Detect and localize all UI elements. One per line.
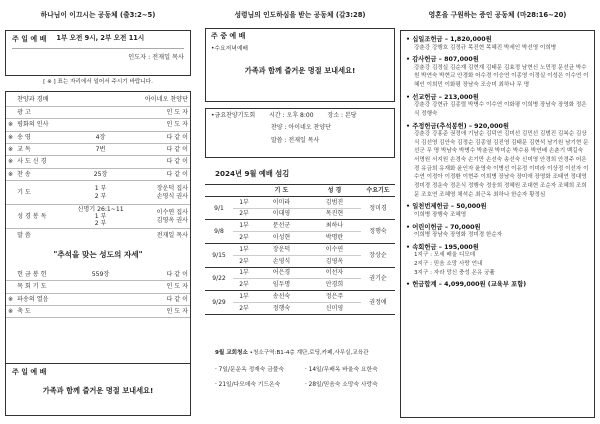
dedication-prayer: 이성현 [255, 232, 308, 244]
order-item: 교 독 [15, 144, 71, 156]
order-detail [71, 229, 130, 241]
order-item: 축 도 [15, 305, 71, 317]
offering-label: • 일천번제헌금 – 50,000원 [406, 203, 487, 211]
standing-mark: ※ [6, 144, 15, 156]
dedication-scripture: 김영옥 [308, 255, 361, 267]
order-item: 찬양과 경배 [15, 94, 71, 106]
dedication-scripture: 이선자 [308, 267, 361, 279]
dedication-row [205, 243, 395, 255]
dedication-prayer: 임두명 [255, 279, 308, 291]
offering-names: 강춘강 강현규 김종렬 박병수 이수연 이화평 이희병 장남숙 장영화 정은식 정행숙 [414, 102, 587, 117]
order-person: 인 도 자 [130, 305, 190, 317]
order-row [6, 106, 190, 118]
dedication-scripture: 이수연 [308, 243, 361, 255]
sunday-service-title: 주 일 예 배 [12, 35, 47, 43]
friday-title: •금요찬양기도회 [211, 112, 256, 119]
offering-label: • 주정헌금(추석봉헌) – 920,000원 [406, 122, 509, 130]
order-row [6, 229, 190, 241]
dedication-scripture: 목진현 [308, 208, 361, 220]
standing-mark [6, 281, 15, 293]
standing-mark [6, 205, 15, 229]
cleaning-notice [215, 350, 369, 357]
column-weekday [205, 0, 395, 424]
dedication-wed-leader: 장상순 [361, 243, 395, 267]
offering-box [400, 30, 595, 418]
friday-sermon: 말씀 : 전재일 목사 [271, 137, 320, 145]
weekday-title: 주 중 예 배 [211, 32, 246, 40]
standing-mark: ※ [6, 305, 15, 317]
order-item: 파송의 열음 [15, 293, 71, 305]
dedication-prayer: 문선군 [255, 220, 308, 232]
offering-names: 1지구 : 모세 배울 디모데 2지구 : 믿음 소망 사랑 언내 3지구 : 자라 망신 충성 온유 궁휼 [414, 252, 495, 276]
dedication-wed-leader: 정미경 [361, 196, 395, 220]
order-detail: 559장 [71, 268, 130, 280]
column3-header: 영혼을 구원하는 증인 공동체 (마28:16~20) [428, 11, 567, 19]
cleaning-row [215, 367, 395, 374]
dedication-prayer: 정행숙 [255, 302, 308, 314]
order-item: 사 도 신 경 [15, 156, 71, 168]
offering-label: • 감사헌금 – 807,000원 [406, 56, 479, 64]
dedication-prayer: 이대영 [255, 208, 308, 220]
standing-mark: ※ [6, 156, 15, 168]
dedication-part: 2부 [233, 255, 255, 267]
order-detail: 25장 [71, 168, 130, 180]
wednesday-text: 가족과 함께 즐거운 명절 보내세요! [244, 66, 356, 76]
cleaning-text: •청소구역:B1-4층 계단,로딩,카페,사무실,교육관 [249, 350, 369, 356]
dedication-title: 2024년 9월 예배 섬김 [215, 169, 290, 178]
dedication-prayer: 이미라 [255, 196, 308, 208]
dedication-row [205, 267, 395, 279]
bottom-box-title: 주 일 예 배 [12, 368, 47, 376]
standing-mark: ※ [6, 168, 15, 180]
order-item: 말 씀 [17, 231, 31, 239]
dedication-scripture: 신미영 [308, 302, 361, 314]
bottom-box-text: 가족과 함께 즐거운 명절 보내세요! [42, 386, 154, 396]
standing-mark [6, 268, 15, 280]
order-person: 다 같 이 [130, 168, 190, 180]
sermon-title: "추석을 맞는 성도의 자세" [53, 250, 143, 260]
dedication-prayer: 어은경 [255, 267, 308, 279]
order-person: 다 같 이 [130, 293, 190, 305]
dedication-date: 9/22 [205, 267, 233, 291]
dedication-row [205, 291, 395, 303]
cleaning-title: 9월 교회청소 [215, 350, 248, 356]
dedication-date: 9/29 [205, 291, 233, 315]
wednesday-label: •수요저녁예배 [211, 46, 249, 53]
dedication-prayer: 송선숙 [255, 291, 308, 303]
order-person: 전재일 목사 [156, 231, 188, 239]
standing-mark [6, 229, 15, 241]
offering-names: 강춘강 강행호 김정규 목진현 목혜진 박세인 박선영 이희병 [414, 44, 557, 51]
order-row [6, 268, 190, 280]
order-detail [71, 281, 130, 293]
standing-mark: ※ [6, 119, 15, 131]
cleaning-row [215, 382, 395, 389]
bottom-sunday-box [5, 363, 191, 416]
order-item: 헌 금 봉 헌 [15, 268, 71, 280]
order-person: 인 도 자 [130, 106, 190, 118]
offering-names: 강춘강 김정실 김순재 김현재 김태문 김효정 남현신 노민정 문선균 박수원 박연숙 박현교 안경화 어수경 이승연 이종영 이정실 이성은 이수연 이혜인 이희민 이화평 장남숙 조승미 최하나 무 명 [414, 64, 589, 89]
order-person: 이수연 집사 김영옥 권사 [130, 205, 190, 229]
dedication-row [205, 196, 395, 208]
friday-prayer-box [205, 108, 395, 158]
order-detail [71, 94, 130, 106]
order-detail: 7번 [71, 144, 130, 156]
order-row [6, 181, 190, 205]
dedication-scripture: 안경희 [308, 279, 361, 291]
service-preacher: 인도자 : 전재일 목사 [128, 54, 184, 62]
order-person: 다 같 이 [130, 144, 190, 156]
column-offerings [400, 0, 595, 424]
order-row [6, 131, 190, 143]
order-detail [71, 119, 130, 131]
dedication-header-cell [233, 185, 255, 197]
dedication-prayer: 장운덕 [255, 243, 308, 255]
order-row [6, 305, 190, 317]
friday-place: 장소 : 본당 [327, 112, 357, 119]
dedication-part: 2부 [233, 302, 255, 314]
order-row [6, 119, 190, 131]
standing-mark [6, 106, 15, 118]
dedication-header-row [205, 185, 395, 197]
dedication-part: 2부 [233, 208, 255, 220]
sunday-service-box [5, 30, 191, 76]
order-detail [71, 305, 130, 317]
dedication-scripture: 박명란 [308, 232, 361, 244]
order-row [6, 205, 190, 229]
order-person: 다 같 이 [130, 268, 190, 280]
order-person: 인 도 자 [130, 119, 190, 131]
dedication-header-cell: 성 경 [308, 185, 361, 197]
order-person: 다 같 이 [130, 156, 190, 168]
order-row [6, 168, 190, 180]
dedication-scripture: 정은주 [308, 291, 361, 303]
friday-praise: 찬양 : 아이네오 찬양단 [271, 124, 331, 132]
cleaning-schedule [215, 367, 395, 397]
order-item: 송 영 [15, 131, 71, 143]
dedication-part: 1부 [233, 220, 255, 232]
order-row [6, 144, 190, 156]
order-row [6, 281, 190, 293]
order-detail [71, 293, 130, 305]
order-table [6, 94, 190, 241]
order-table-after-sermon [6, 268, 190, 318]
service-times: 1부 오전 9시, 2부 오전 11시 [56, 34, 145, 43]
dedication-date: 9/1 [205, 196, 233, 220]
order-row [6, 156, 190, 168]
offering-names: 이희병 장행숙 조혜영 [414, 211, 467, 218]
order-person: 다 같 이 [130, 131, 190, 143]
dedication-table [205, 184, 395, 315]
dedication-part: 2부 [233, 279, 255, 291]
dedication-part: 1부 [233, 243, 255, 255]
order-item: 찬 송 [15, 168, 71, 180]
order-person: 장운덕 집사 손영식 권사 [130, 181, 190, 205]
weekday-service-box [205, 28, 395, 102]
offering-names: 강춘강 강홍준 권정애 기남순 김덕연 김미선 김민선 김범진 김복순 김상식 김선영 김안숙 김정순 김종열 김진영 김태문 김현석 남기원 남기현 문선군 무 명 박남숙 박병수 박춘권 박미순 박수용 박연배 손춘기 백길숙 서명원 서지원 손경숙 손기만 손선숙 송선숙 신미영 안경희 안경주 어은경 유금희 유재화 윤인자 윤영숙 이병선 이유정 이미라 이상정 이선자 이수연 이정아 이정환 이현주 이희병 장남숙 장미애 장영화 조태연 정대영 정미경 정운숙 정은식 정행숙 정웅희 정혜원 조대현 조순자 조혜희 조희문 조호연 조혜영 채석순 최근옥 최하나 한순자 황정심 [414, 131, 589, 198]
dedication-scripture: 최하나 [308, 220, 361, 232]
dedication-prayer: 손영식 [255, 255, 308, 267]
offering-names: 이희병 장남숙 장영화 정미경 한순자 [414, 232, 503, 239]
offering-label: • 선교헌금 – 213,000원 [406, 93, 479, 101]
dedication-wed-leader: 권기순 [361, 267, 395, 291]
dedication-part: 1부 [233, 267, 255, 279]
offering-label: • 십일조헌금 – 1,820,000원 [406, 36, 492, 43]
order-item: 평화의 인사 [15, 119, 71, 131]
dedication-part: 2부 [233, 232, 255, 244]
dedication-header-cell [205, 185, 233, 197]
dedication-date: 9/15 [205, 243, 233, 267]
offering-label: • 속회헌금 – 195,000원 [406, 243, 479, 251]
offering-list [401, 31, 594, 291]
cleaning-entry: · 7일/문운옥 정재숙 금풀숙 [215, 367, 285, 373]
order-item: 성 경 봉 독 [15, 205, 71, 229]
column-worship-order [5, 0, 191, 424]
order-row [6, 94, 190, 106]
order-detail: 신명기 26:1~11 1 부 2 부 [71, 205, 130, 229]
order-row [6, 293, 190, 305]
dedication-header-cell: 수요기도 [361, 185, 395, 197]
dedication-part: 1부 [233, 291, 255, 303]
order-detail: 1 부 2 부 [71, 181, 130, 205]
order-item: 기 도 [15, 181, 71, 205]
column1-header: 하나님이 이끄시는 공동체 (출3:2~5) [40, 11, 156, 19]
column2-header: 성령님의 인도하심을 받는 공동체 (갈3:28) [234, 11, 366, 19]
dedication-part: 1부 [233, 196, 255, 208]
dedication-header-cell: 기 도 [255, 185, 308, 197]
dedication-scripture: 김범진 [308, 196, 361, 208]
offering-label: • 어린이헌금 – 70,000원 [406, 223, 481, 231]
cleaning-entry: · 21일/다모데숙 기드온숙 [215, 381, 281, 388]
standing-mark [6, 94, 15, 106]
order-item: 목 회 기 도 [15, 281, 71, 293]
order-person: 아이네오 찬양단 [130, 94, 190, 106]
order-detail: 4장 [71, 131, 130, 143]
friday-time: 시간 : 오후 8:00 [269, 112, 314, 119]
order-detail [71, 156, 130, 168]
dedication-wed-leader: 정행숙 [361, 220, 395, 244]
dedication-wed-leader: 권정애 [361, 291, 395, 315]
order-item: 광 고 [15, 106, 71, 118]
standing-note: [ ※ ] 표는 자리에서 일어서 주시기 바랍니다. [43, 79, 153, 85]
cleaning-entry: · 14일/무배옥 바울숙 요한숙 [305, 367, 378, 373]
order-detail [71, 106, 130, 118]
standing-mark [6, 181, 15, 205]
standing-mark: ※ [6, 293, 15, 305]
standing-mark: ※ [6, 131, 15, 143]
offering-label: • 헌금합계 – 4,099,000원 (교육부 포함) [406, 281, 527, 289]
order-person: 인 도 자 [130, 281, 190, 293]
dedication-date: 9/8 [205, 220, 233, 244]
cleaning-entry: · 28일/믿음숙 소망숙 사랑숙 [305, 381, 378, 388]
dedication-row [205, 220, 395, 232]
